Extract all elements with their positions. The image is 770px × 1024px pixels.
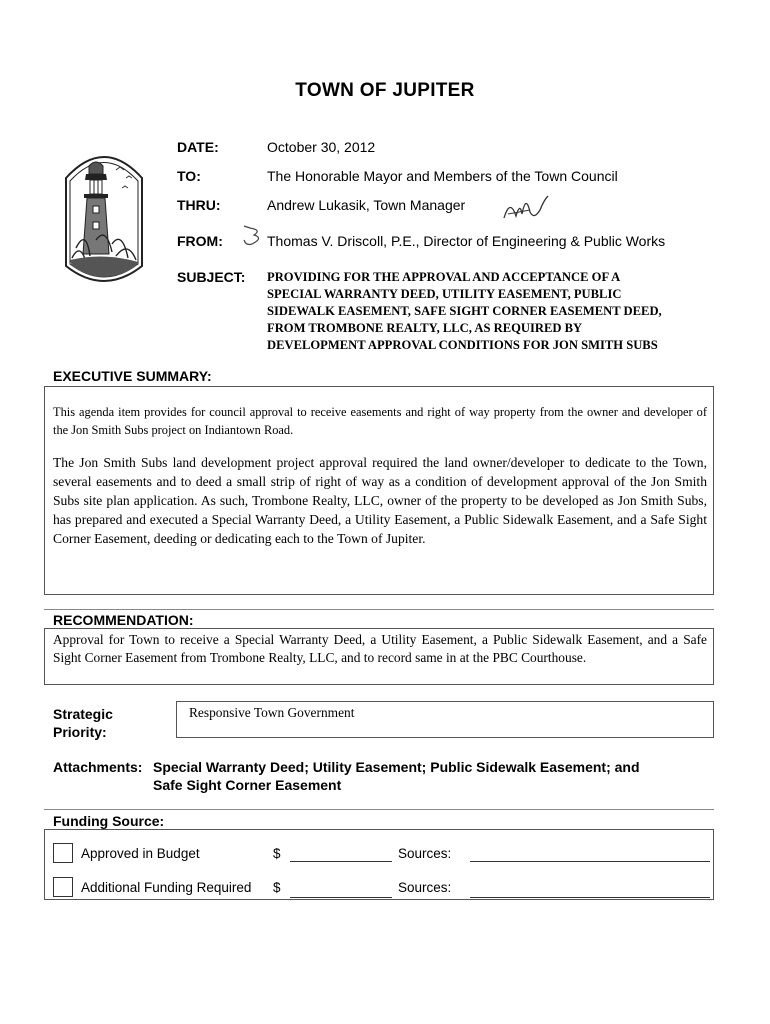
funding-box-bottom	[44, 899, 714, 900]
attachments-line-1: Special Warranty Deed; Utility Easement; Public Sidewalk Easement; and	[153, 759, 640, 775]
sources-label: Sources:	[398, 846, 452, 861]
document-title: TOWN OF JUPITER	[295, 80, 475, 101]
executive-summary-para-1: This agenda item provides for council approval to receive easements and right of way property from the owner and developer of the Jon Smith Subs project on Indiantown Road.	[53, 405, 707, 437]
date-value: October 30, 2012	[267, 139, 376, 155]
section-divider	[44, 609, 714, 610]
recommendation-heading: RECOMMENDATION:	[53, 612, 194, 628]
thru-label: THRU:	[177, 197, 221, 213]
signature-initials-icon	[500, 190, 552, 224]
attachments-label: Attachments:	[53, 759, 143, 775]
executive-summary-box	[44, 386, 714, 595]
subject-text	[267, 269, 727, 354]
strategic-label-line: Priority:	[53, 724, 107, 740]
amount-field[interactable]	[290, 897, 392, 898]
additional-funding-checkbox[interactable]	[53, 877, 73, 897]
strategic-priority-box	[176, 701, 714, 738]
executive-summary-para-2: The Jon Smith Subs land development project approval required the land owner/developer to dedicate to the Town, several easements and to deed a small strip of right of way as a condition of development approval of the Jon Smith Subs site plan application. As such, Trombone Realty, LLC, owner of the property to be developed as Jon Smith Subs, has prepared and executed a Special Warranty Deed, a Utility Easement, a Public Sidewalk Easement, and a Safe Sight Corner Easement, deeding or dedicating each to the Town of Jupiter.	[53, 455, 707, 546]
recommendation-box	[44, 628, 714, 685]
sources-label: Sources:	[398, 880, 452, 895]
sources-field[interactable]	[470, 861, 710, 862]
approved-in-budget-checkbox[interactable]	[53, 843, 73, 863]
sources-field[interactable]	[470, 897, 710, 898]
section-divider	[44, 809, 714, 810]
lighthouse-logo-icon	[56, 148, 152, 288]
strategic-priority-label	[53, 705, 113, 741]
strategic-priority-value: Responsive Town Government	[189, 705, 355, 720]
currency-symbol: $	[273, 846, 281, 861]
from-value: Thomas V. Driscoll, P.E., Director of Engineering & Public Works	[267, 233, 666, 249]
executive-summary-heading: EXECUTIVE SUMMARY:	[53, 368, 212, 384]
subject-line: SIDEWALK EASEMENT, SAFE SIGHT CORNER EASEMENT DEED,	[267, 304, 662, 318]
funding-row-label: Additional Funding Required	[81, 880, 252, 895]
funding-source-heading: Funding Source:	[53, 813, 165, 829]
subject-line: SPECIAL WARRANTY DEED, UTILITY EASEMENT, PUBLIC	[267, 287, 622, 301]
currency-symbol: $	[273, 880, 281, 895]
thru-value: Andrew Lukasik, Town Manager	[267, 197, 466, 213]
strategic-label-line: Strategic	[53, 706, 113, 722]
attachments-line-2: Safe Sight Corner Easement	[153, 777, 342, 793]
to-value: The Honorable Mayor and Members of the Town Council	[267, 168, 618, 184]
recommendation-text: Approval for Town to receive a Special Warranty Deed, a Utility Easement, a Public Sidewalk Easement, and a Safe Sight Corner Easement from Trombone Realty, LLC, and to record same in at the PBC Courthouse.	[53, 632, 707, 665]
subject-line: PROVIDING FOR THE APPROVAL AND ACCEPTANCE OF A	[267, 270, 621, 284]
subject-label: SUBJECT:	[177, 269, 246, 285]
to-label: TO:	[177, 168, 201, 184]
subject-line: DEVELOPMENT APPROVAL CONDITIONS FOR JON SMITH SUBS	[267, 338, 658, 352]
amount-field[interactable]	[290, 861, 392, 862]
signature-initials-icon	[240, 222, 270, 248]
funding-row-label: Approved in Budget	[81, 846, 200, 861]
subject-line: FROM TROMBONE REALTY, LLC, AS REQUIRED BY	[267, 321, 583, 335]
date-label: DATE:	[177, 139, 219, 155]
from-label: FROM:	[177, 233, 223, 249]
